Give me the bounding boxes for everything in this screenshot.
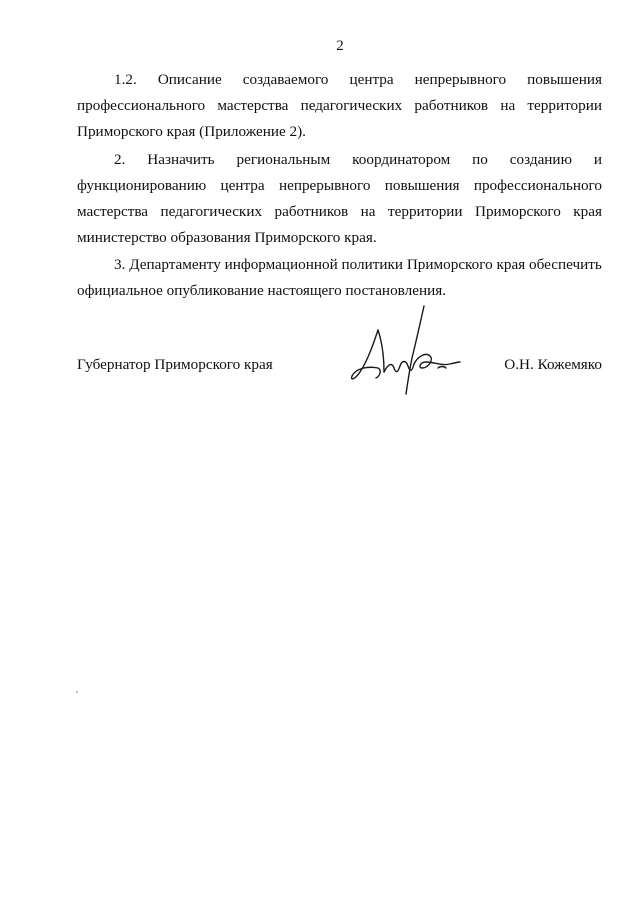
paragraph-line: официальное опубликование настоящего постановления. bbox=[77, 282, 446, 299]
word: работников bbox=[414, 97, 489, 114]
word: координатором bbox=[352, 151, 451, 168]
word: и bbox=[593, 151, 602, 168]
word: создаваемого bbox=[242, 71, 329, 88]
word: непрерывного bbox=[278, 177, 371, 194]
paragraph-item-2 bbox=[77, 147, 602, 251]
word: повышения bbox=[527, 71, 602, 88]
word: работников bbox=[274, 203, 349, 220]
word: на bbox=[500, 97, 516, 114]
paragraph-line: министерство образования Приморского края. bbox=[77, 229, 377, 246]
word: профессионального bbox=[77, 97, 206, 114]
word: созданию bbox=[509, 151, 572, 168]
word: территории bbox=[527, 97, 602, 114]
word: на bbox=[360, 203, 376, 220]
paragraph-line bbox=[77, 93, 602, 119]
word: непрерывного bbox=[414, 71, 507, 88]
word: центра bbox=[349, 71, 394, 88]
handwritten-signature bbox=[338, 302, 463, 398]
word: края bbox=[573, 203, 602, 220]
paragraph-item-3 bbox=[77, 252, 602, 304]
paragraph-line: Приморского края (Приложение 2). bbox=[77, 123, 306, 140]
word: мастерства bbox=[217, 97, 289, 114]
signer-title: Губернатор Приморского края bbox=[77, 356, 273, 373]
word: функционированию bbox=[77, 177, 207, 194]
word: педагогических bbox=[300, 97, 403, 114]
paragraph-line bbox=[77, 67, 602, 93]
word: региональным bbox=[236, 151, 331, 168]
word: педагогических bbox=[160, 203, 263, 220]
word: территории bbox=[387, 203, 463, 220]
paragraph-item-1-2 bbox=[77, 67, 602, 145]
word: Назначить bbox=[147, 151, 215, 168]
paragraph-line bbox=[77, 199, 602, 225]
signer-name: О.Н. Кожемяко bbox=[504, 356, 602, 373]
word: повышения bbox=[384, 177, 460, 194]
page-number: 2 bbox=[336, 38, 344, 54]
paragraph-line: 3. Департаменту информационной политики Приморского края обеспечить bbox=[114, 256, 602, 273]
word: Приморского bbox=[474, 203, 561, 220]
word: мастерства bbox=[77, 203, 149, 220]
scan-speck bbox=[76, 691, 78, 693]
word: по bbox=[472, 151, 488, 168]
word: 2. bbox=[114, 151, 126, 168]
word: Описание bbox=[157, 71, 222, 88]
word: 1.2. bbox=[114, 71, 137, 88]
paragraph-line bbox=[77, 147, 602, 173]
paragraph-line bbox=[77, 173, 602, 199]
word: центра bbox=[220, 177, 265, 194]
word: профессионального bbox=[473, 177, 602, 194]
